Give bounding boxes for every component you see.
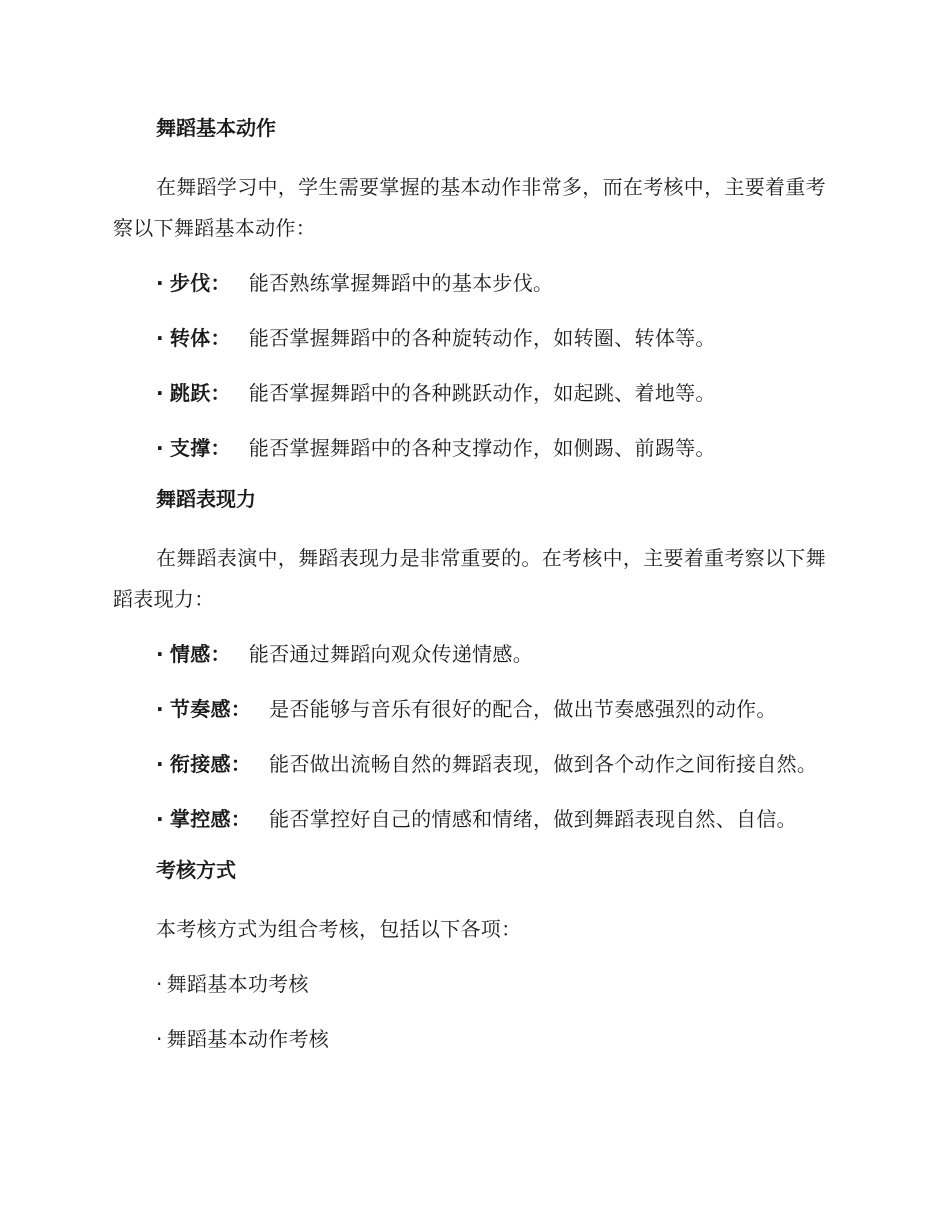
list-item [113, 1019, 833, 1060]
term-separator: ： [210, 326, 231, 350]
list-item [113, 744, 833, 785]
term-separator: ： [230, 807, 252, 831]
item-desc: 能否通过舞蹈向观众传递情感。 [248, 642, 534, 666]
item-term: 掌控感 [169, 807, 231, 831]
list-item [113, 263, 833, 304]
list-item [113, 373, 833, 414]
item-text: 舞蹈基本动作考核 [166, 1027, 330, 1051]
list-item [113, 799, 833, 840]
item-text: 舞蹈基本功考核 [166, 972, 309, 996]
item-desc: 能否掌控好自己的情感和情绪，做到舞蹈表现自然、自信。 [269, 807, 797, 831]
bullet-dot: · [156, 326, 164, 350]
bullet-dot: · [156, 972, 163, 996]
term-separator: ： [210, 381, 231, 405]
bullet-dot: · [156, 807, 164, 831]
document-body [113, 112, 833, 1074]
item-term: 步伐 [169, 271, 211, 295]
list-item [113, 689, 833, 730]
list-item [113, 428, 833, 469]
bullet-dot: · [156, 642, 164, 666]
list-item [113, 318, 833, 359]
item-desc: 能否掌握舞蹈中的各种跳跃动作，如起跳、着地等。 [248, 381, 716, 405]
bullet-dot: · [156, 271, 164, 295]
list-item [113, 634, 833, 675]
item-term: 跳跃 [169, 381, 211, 405]
item-term: 转体 [169, 326, 211, 350]
section-heading-expressiveness: 舞蹈表现力 [156, 487, 256, 511]
section-intro-basic-moves: 在舞蹈学习中，学生需要掌握的基本动作非常多，而在考核中，主要着重考察以下舞蹈基本动作： [113, 175, 826, 240]
section-intro-expressiveness: 在舞蹈表演中，舞蹈表现力是非常重要的。在考核中，主要着重考察以下舞蹈表现力： [113, 546, 826, 611]
item-term: 衔接感 [169, 752, 231, 776]
item-desc: 是否能够与音乐有很好的配合，做出节奏感强烈的动作。 [269, 697, 777, 721]
section-heading-basic-moves: 舞蹈基本动作 [156, 116, 276, 140]
bullet-dot: · [156, 1027, 163, 1051]
section-intro-assessment-method: 本考核方式为组合考核，包括以下各项： [156, 917, 522, 941]
bullet-dot: · [156, 752, 164, 776]
list-item [113, 964, 833, 1005]
term-separator: ： [210, 642, 231, 666]
item-term: 支撑 [169, 436, 211, 460]
item-term: 情感 [169, 642, 211, 666]
bullet-dot: · [156, 436, 164, 460]
item-desc: 能否掌握舞蹈中的各种支撑动作，如侧踢、前踢等。 [248, 436, 716, 460]
bullet-dot: · [156, 697, 164, 721]
term-separator: ： [210, 271, 231, 295]
section-heading-assessment-method: 考核方式 [156, 858, 236, 882]
item-term: 节奏感 [169, 697, 231, 721]
item-desc: 能否做出流畅自然的舞蹈表现，做到各个动作之间衔接自然。 [269, 752, 818, 776]
item-desc: 能否掌握舞蹈中的各种旋转动作，如转圈、转体等。 [248, 326, 716, 350]
term-separator: ： [230, 697, 252, 721]
bullet-dot: · [156, 381, 164, 405]
term-separator: ： [230, 752, 252, 776]
term-separator: ： [210, 436, 231, 460]
item-desc: 能否熟练掌握舞蹈中的基本步伐。 [248, 271, 554, 295]
